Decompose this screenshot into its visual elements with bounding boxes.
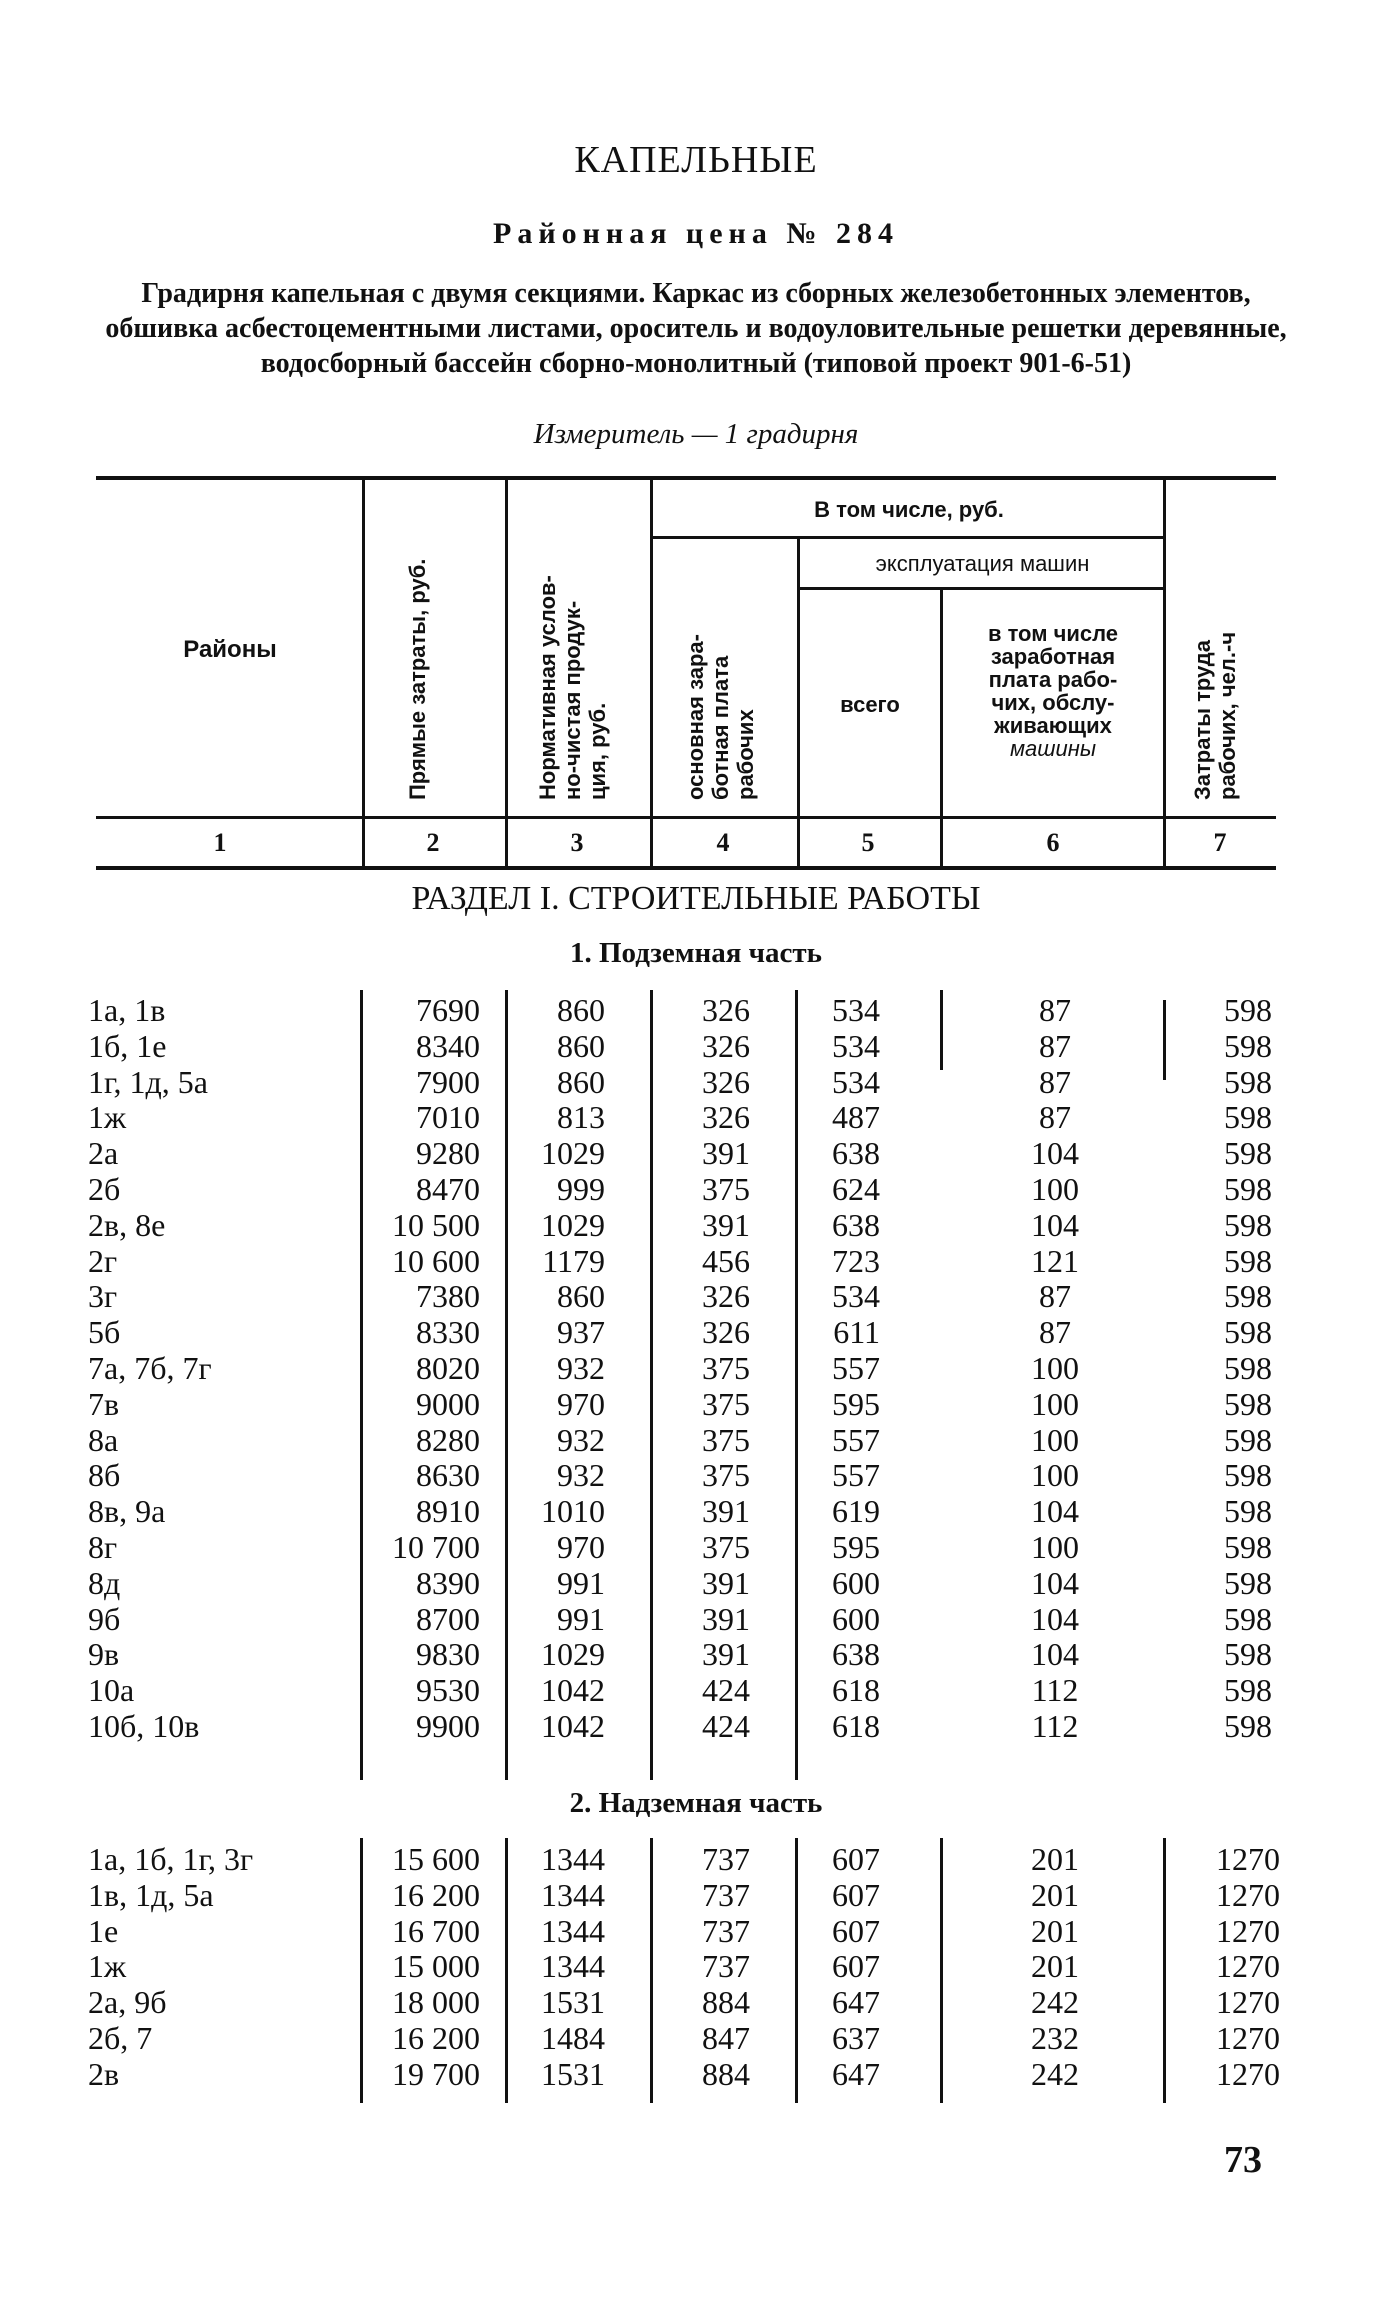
district-cell: 8г xyxy=(88,1529,118,1565)
page-number: 73 xyxy=(1224,2139,1262,2181)
header-divider xyxy=(505,478,508,868)
value-cell: 375 xyxy=(702,1457,750,1494)
value-cell: 326 xyxy=(702,1314,750,1351)
district-cell: 2г xyxy=(88,1242,118,1279)
col-machines-label: эксплуатация машин xyxy=(875,551,1090,576)
value-cell: 16 200 xyxy=(392,1876,480,1913)
district-cell: 1ж xyxy=(88,1099,127,1136)
value-cell: 19 700 xyxy=(392,2055,480,2092)
table-row xyxy=(0,1708,1392,1744)
district-cell: 9в xyxy=(88,1636,120,1673)
value-cell: 1531 xyxy=(541,1984,605,2021)
description: Градирня капельная с двумя секциями. Каркас из сборных железобетонных элементов, обшивка асбестоцементными листами, ороситель и водоуловительные решетки деревянные, водосборный бассейн сборно-монолитный (типовой проект 901-6-51) xyxy=(105,278,1287,379)
value-cell: 1344 xyxy=(541,1876,605,1913)
col-header-labor: Затраты труда рабочих, чел.-ч xyxy=(1190,631,1240,800)
table-row xyxy=(0,2020,1392,2056)
table-row xyxy=(0,1984,1392,2020)
value-cell: 860 xyxy=(557,1278,605,1315)
value-cell: 598 xyxy=(1224,1206,1272,1243)
district-cell: 1ж xyxy=(88,1948,127,1985)
value-cell: 884 xyxy=(702,2055,750,2092)
value-cell: 598 xyxy=(1224,1242,1272,1279)
value-cell: 326 xyxy=(702,1278,750,1315)
district-cell: 1а, 1б, 1г, 3г xyxy=(88,1841,254,1877)
table-row xyxy=(0,1601,1392,1637)
value-cell: 7010 xyxy=(416,1099,480,1136)
table-row xyxy=(0,1207,1392,1243)
value-cell: 1270 xyxy=(1216,1948,1280,1985)
table-row xyxy=(0,1422,1392,1458)
district-cell: 2в xyxy=(88,2055,120,2092)
col-number: 3 xyxy=(570,828,584,857)
value-cell: 232 xyxy=(1031,2020,1079,2056)
district-cell: 7а, 7б, 7г xyxy=(88,1350,212,1386)
value-cell: 87 xyxy=(1039,1099,1071,1136)
value-cell: 932 xyxy=(557,1457,605,1494)
value-cell: 8390 xyxy=(416,1564,480,1601)
value-cell: 100 xyxy=(1031,1529,1079,1565)
district-cell: 1б, 1е xyxy=(88,1027,167,1064)
value-cell: 737 xyxy=(702,1876,750,1913)
value-cell: 1179 xyxy=(542,1242,605,1279)
district-cell: 1е xyxy=(88,1912,119,1949)
value-cell: 112 xyxy=(1031,1672,1079,1709)
value-cell: 598 xyxy=(1224,1135,1272,1172)
value-cell: 8910 xyxy=(416,1493,480,1530)
value-cell: 607 xyxy=(832,1948,880,1985)
value-cell: 637 xyxy=(832,2020,880,2056)
value-cell: 100 xyxy=(1031,1350,1079,1386)
value-cell: 8340 xyxy=(416,1027,480,1064)
col-number: 7 xyxy=(1213,828,1227,857)
value-cell: 860 xyxy=(557,1063,605,1100)
value-cell: 121 xyxy=(1031,1242,1079,1279)
district-cell: 8а xyxy=(88,1421,119,1458)
value-cell: 201 xyxy=(1031,1948,1079,1985)
table-row xyxy=(0,2056,1392,2092)
value-cell: 598 xyxy=(1224,1099,1272,1136)
value-cell: 991 xyxy=(557,1564,605,1601)
district-cell: 8б xyxy=(88,1457,121,1494)
district-cell: 5б xyxy=(88,1314,121,1351)
table-row xyxy=(0,1243,1392,1279)
value-cell: 9900 xyxy=(416,1708,480,1744)
value-cell: 8020 xyxy=(416,1350,480,1386)
value-cell: 1344 xyxy=(541,1912,605,1949)
table-row xyxy=(0,1877,1392,1913)
value-cell: 1270 xyxy=(1216,2020,1280,2056)
value-cell: 8470 xyxy=(416,1171,480,1207)
col-header-machine-wages: в том числе заработная плата рабо- чих, обслу- живающих машины xyxy=(987,621,1119,761)
value-cell: 100 xyxy=(1031,1385,1079,1422)
machines-rule xyxy=(800,587,1165,590)
value-cell: 87 xyxy=(1039,1278,1071,1315)
value-cell: 9830 xyxy=(416,1636,480,1673)
value-cell: 932 xyxy=(557,1421,605,1458)
value-cell: 991 xyxy=(557,1600,605,1637)
value-cell: 87 xyxy=(1039,992,1071,1028)
table-row xyxy=(0,1457,1392,1493)
district-cell: 9б xyxy=(88,1600,121,1637)
value-cell: 375 xyxy=(702,1385,750,1422)
value-cell: 391 xyxy=(702,1564,750,1601)
value-cell: 1029 xyxy=(541,1206,605,1243)
value-cell: 8280 xyxy=(416,1421,480,1458)
district-cell: 1в, 1д, 5а xyxy=(88,1876,214,1913)
value-cell: 1270 xyxy=(1216,1876,1280,1913)
value-cell: 638 xyxy=(832,1206,880,1243)
value-cell: 18 000 xyxy=(392,1984,480,2021)
value-cell: 611 xyxy=(833,1314,880,1351)
value-cell: 595 xyxy=(832,1529,880,1565)
value-cell: 999 xyxy=(557,1171,605,1207)
value-cell: 860 xyxy=(557,992,605,1028)
part2-title: 2. Надземная часть xyxy=(569,1787,823,1819)
value-cell: 424 xyxy=(702,1708,750,1744)
value-cell: 557 xyxy=(832,1457,880,1494)
value-cell: 598 xyxy=(1224,1457,1272,1494)
value-cell: 87 xyxy=(1039,1063,1071,1100)
value-cell: 104 xyxy=(1031,1135,1079,1172)
table-row xyxy=(0,1841,1392,1877)
col-header-base-wages: основная зара- ботная плата рабочих xyxy=(683,634,758,800)
district-cell: 2в, 8е xyxy=(88,1206,166,1243)
district-cell: 10б, 10в xyxy=(88,1708,200,1744)
header-divider xyxy=(650,478,653,868)
value-cell: 7380 xyxy=(416,1278,480,1315)
value-cell: 201 xyxy=(1031,1912,1079,1949)
value-cell: 1042 xyxy=(541,1672,605,1709)
value-cell: 598 xyxy=(1224,992,1272,1028)
value-cell: 737 xyxy=(702,1912,750,1949)
table-row xyxy=(0,1565,1392,1601)
district-cell: 10а xyxy=(88,1672,135,1709)
value-cell: 16 200 xyxy=(392,2020,480,2056)
value-cell: 598 xyxy=(1224,1493,1272,1530)
table-row xyxy=(0,1028,1392,1064)
value-cell: 534 xyxy=(832,1278,880,1315)
table-row xyxy=(0,1672,1392,1708)
value-cell: 534 xyxy=(832,1063,880,1100)
value-cell: 100 xyxy=(1031,1421,1079,1458)
value-cell: 598 xyxy=(1224,1350,1272,1386)
value-cell: 557 xyxy=(832,1421,880,1458)
value-cell: 1270 xyxy=(1216,1912,1280,1949)
value-cell: 7690 xyxy=(416,992,480,1028)
value-cell: 884 xyxy=(702,1984,750,2021)
value-cell: 598 xyxy=(1224,1529,1272,1565)
value-cell: 1029 xyxy=(541,1636,605,1673)
value-cell: 624 xyxy=(832,1171,880,1207)
value-cell: 10 500 xyxy=(392,1206,480,1243)
value-cell: 10 700 xyxy=(392,1529,480,1565)
value-cell: 1531 xyxy=(541,2055,605,2092)
value-cell: 860 xyxy=(557,1027,605,1064)
value-cell: 598 xyxy=(1224,1636,1272,1673)
value-cell: 16 700 xyxy=(392,1912,480,1949)
value-cell: 242 xyxy=(1031,2055,1079,2092)
value-cell: 424 xyxy=(702,1672,750,1709)
district-cell: 2б, 7 xyxy=(88,2020,153,2056)
value-cell: 598 xyxy=(1224,1063,1272,1100)
value-cell: 9530 xyxy=(416,1672,480,1709)
col-header-districts: Районы xyxy=(183,636,277,663)
value-cell: 607 xyxy=(832,1912,880,1949)
value-cell: 598 xyxy=(1224,1027,1272,1064)
value-cell: 600 xyxy=(832,1564,880,1601)
value-cell: 87 xyxy=(1039,1027,1071,1064)
measure-unit: Измеритель — 1 градирня xyxy=(533,418,859,450)
value-cell: 598 xyxy=(1224,1421,1272,1458)
col-group-label: В том числе, руб. xyxy=(814,497,1004,522)
table-row xyxy=(0,1350,1392,1386)
value-cell: 104 xyxy=(1031,1206,1079,1243)
value-cell: 534 xyxy=(832,1027,880,1064)
value-cell: 647 xyxy=(832,2055,880,2092)
value-cell: 1270 xyxy=(1216,2055,1280,2092)
value-cell: 618 xyxy=(832,1672,880,1709)
value-cell: 201 xyxy=(1031,1876,1079,1913)
col-number: 4 xyxy=(716,828,730,857)
numbers-bottom-rule xyxy=(96,866,1276,870)
value-cell: 638 xyxy=(832,1135,880,1172)
value-cell: 391 xyxy=(702,1636,750,1673)
district-cell: 1г, 1д, 5а xyxy=(88,1063,208,1100)
table-row xyxy=(0,992,1392,1028)
value-cell: 1344 xyxy=(541,1841,605,1877)
value-cell: 970 xyxy=(557,1529,605,1565)
value-cell: 100 xyxy=(1031,1457,1079,1494)
value-cell: 970 xyxy=(557,1385,605,1422)
value-cell: 534 xyxy=(832,992,880,1028)
value-cell: 598 xyxy=(1224,1314,1272,1351)
value-cell: 15 000 xyxy=(392,1948,480,1985)
value-cell: 391 xyxy=(702,1600,750,1637)
district-cell: 2а xyxy=(88,1135,119,1172)
value-cell: 1270 xyxy=(1216,1984,1280,2021)
col-number: 5 xyxy=(861,828,875,857)
value-cell: 847 xyxy=(702,2020,750,2056)
value-cell: 87 xyxy=(1039,1314,1071,1351)
value-cell: 9000 xyxy=(416,1385,480,1422)
table-row xyxy=(0,1171,1392,1207)
table-row xyxy=(0,1913,1392,1949)
value-cell: 375 xyxy=(702,1171,750,1207)
district-cell: 2б xyxy=(88,1171,121,1207)
value-cell: 618 xyxy=(832,1708,880,1744)
value-cell: 112 xyxy=(1031,1708,1079,1744)
value-cell: 619 xyxy=(832,1493,880,1530)
header-bottom-rule xyxy=(96,816,1276,819)
value-cell: 326 xyxy=(702,1099,750,1136)
value-cell: 598 xyxy=(1224,1672,1272,1709)
table-row xyxy=(0,1948,1392,1984)
value-cell: 104 xyxy=(1031,1564,1079,1601)
value-cell: 737 xyxy=(702,1841,750,1877)
value-cell: 647 xyxy=(832,1984,880,2021)
value-cell: 557 xyxy=(832,1350,880,1386)
value-cell: 607 xyxy=(832,1841,880,1877)
value-cell: 598 xyxy=(1224,1708,1272,1744)
value-cell: 391 xyxy=(702,1493,750,1530)
value-cell: 8700 xyxy=(416,1600,480,1637)
value-cell: 7900 xyxy=(416,1063,480,1100)
value-cell: 326 xyxy=(702,1027,750,1064)
table-row xyxy=(0,1099,1392,1135)
table-row xyxy=(0,1135,1392,1171)
value-cell: 326 xyxy=(702,1063,750,1100)
price-title: Районная цена № 284 xyxy=(493,217,899,250)
value-cell: 1484 xyxy=(541,2020,605,2056)
value-cell: 638 xyxy=(832,1636,880,1673)
table-row xyxy=(0,1314,1392,1350)
value-cell: 9280 xyxy=(416,1135,480,1172)
value-cell: 595 xyxy=(832,1385,880,1422)
value-cell: 10 600 xyxy=(392,1242,480,1279)
value-cell: 201 xyxy=(1031,1841,1079,1877)
value-cell: 8330 xyxy=(416,1314,480,1351)
value-cell: 1344 xyxy=(541,1948,605,1985)
value-cell: 15 600 xyxy=(392,1841,480,1877)
value-cell: 598 xyxy=(1224,1385,1272,1422)
header-divider xyxy=(1163,478,1166,868)
table-row xyxy=(0,1064,1392,1100)
value-cell: 100 xyxy=(1031,1171,1079,1207)
table-row xyxy=(0,1636,1392,1672)
district-cell: 2а, 9б xyxy=(88,1984,167,2021)
col-header-direct-costs: Прямые затраты, руб. xyxy=(405,558,430,800)
district-cell: 1а, 1в xyxy=(88,992,166,1028)
value-cell: 600 xyxy=(832,1600,880,1637)
table-row xyxy=(0,1493,1392,1529)
table-row xyxy=(0,1386,1392,1422)
value-cell: 1010 xyxy=(541,1493,605,1530)
part1-title: 1. Подземная часть xyxy=(570,937,822,969)
district-cell: 8д xyxy=(88,1564,121,1601)
table-row xyxy=(0,1529,1392,1565)
district-cell: 8в, 9а xyxy=(88,1493,166,1530)
value-cell: 813 xyxy=(557,1099,605,1136)
value-cell: 391 xyxy=(702,1135,750,1172)
section-title: РАЗДЕЛ I. СТРОИТЕЛЬНЫЕ РАБОТЫ xyxy=(411,880,981,917)
value-cell: 326 xyxy=(702,992,750,1028)
value-cell: 598 xyxy=(1224,1278,1272,1315)
value-cell: 932 xyxy=(557,1350,605,1386)
col-header-net-production: Нормативная услов- но-чистая продук- ция, руб. xyxy=(535,575,610,800)
col-number: 1 xyxy=(213,828,227,857)
value-cell: 598 xyxy=(1224,1600,1272,1637)
value-cell: 8630 xyxy=(416,1457,480,1494)
value-cell: 104 xyxy=(1031,1493,1079,1530)
value-cell: 1029 xyxy=(541,1135,605,1172)
value-cell: 375 xyxy=(702,1529,750,1565)
value-cell: 1042 xyxy=(541,1708,605,1744)
value-cell: 598 xyxy=(1224,1171,1272,1207)
value-cell: 487 xyxy=(832,1099,880,1136)
header-divider xyxy=(362,478,365,868)
group-rule xyxy=(653,536,1165,539)
page-title: КАПЕЛЬНЫЕ xyxy=(574,139,818,181)
value-cell: 1270 xyxy=(1216,1841,1280,1877)
value-cell: 104 xyxy=(1031,1636,1079,1673)
value-cell: 375 xyxy=(702,1350,750,1386)
col-number: 6 xyxy=(1046,828,1060,857)
value-cell: 456 xyxy=(702,1242,750,1279)
header-top-rule xyxy=(96,476,1276,480)
value-cell: 598 xyxy=(1224,1564,1272,1601)
value-cell: 104 xyxy=(1031,1600,1079,1637)
value-cell: 242 xyxy=(1031,1984,1079,2021)
value-cell: 937 xyxy=(557,1314,605,1351)
value-cell: 391 xyxy=(702,1206,750,1243)
district-cell: 3г xyxy=(88,1278,118,1315)
col-number: 2 xyxy=(426,828,440,857)
value-cell: 607 xyxy=(832,1876,880,1913)
district-cell: 7в xyxy=(88,1385,120,1422)
value-cell: 737 xyxy=(702,1948,750,1985)
table-row xyxy=(0,1278,1392,1314)
value-cell: 723 xyxy=(832,1242,880,1279)
value-cell: 375 xyxy=(702,1421,750,1458)
col-header-total: всего xyxy=(840,692,900,717)
